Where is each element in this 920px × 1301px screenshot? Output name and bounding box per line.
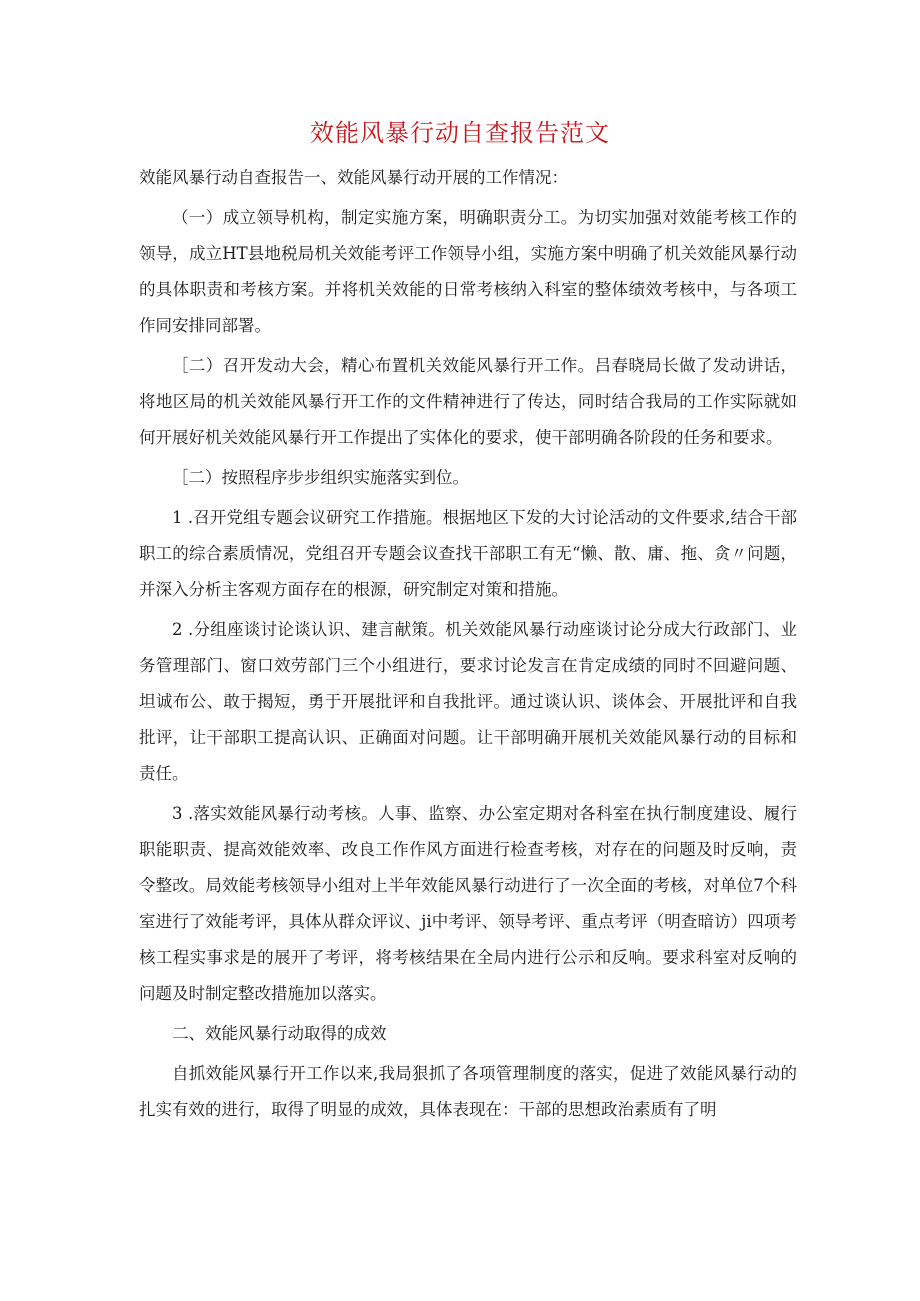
paragraph-item-2: 2 .分组座谈讨论谈认识、建言献策。机关效能风暴行动座谈讨论分成大行政部门、业务管理部门、窗口效劳部门三个小组进行，要求讨论发言在肯定成绩的同时不回避问题、坦诚布公、敢于揭短，勇于开展批评和自我批评。通过谈认识、谈体会、开展批评和自我批评，让干部职工提高认识、正确面对问题。让干部明确开展机关效能风暴行动的目标和责任。	[139, 620, 797, 783]
document-body	[139, 160, 797, 1132]
section-heading-results: 二、效能风暴行动取得的成效	[172, 1024, 387, 1043]
paragraph-item-1: 1 .召开党组专题会议研究工作措施。根据地区下发的大讨论活动的文件要求,结合干部职工的综合素质情况，党组召开专题会议查找干部职工有无“懒、散、庸、拖、贪〃问题，并深入分析主客观方面存在的根源，研究制定对策和措施。	[139, 508, 797, 599]
paragraph-section-2: ［二）召开发动大会，精心布置机关效能风暴行开工作。吕春晓局长做了发动讲话，将地区局的机关效能风暴行开工作的文件精神进行了传达，同时结合我局的工作实际就如何开展好机关效能风暴行开工作提出了实体化的要求，使干部明确各阶段的任务和要求。	[139, 356, 797, 447]
paragraph-intro: 效能风暴行动自查报告一、效能风暴行动开展的工作情况：	[139, 168, 568, 187]
paragraph-item-3: 3 .落实效能风暴行动考核。人事、监察、办公室定期对各科室在执行制度建设、履行职能职责、提高效能效率、改良工作作风方面进行检查考核，对存在的问题及时反响，责令整改。局效能考核领导小组对上半年效能风暴行动进行了一次全面的考核，对单位7个科室进行了效能考评，具体从群众评议、ji中考评、领导考评、重点考评（明查暗访）四项考核工程实事求是的展开了考评，将考核结果在全局内进行公示和反响。要求科室对反响的问题及时制定整改措施加以落实。	[139, 804, 797, 1003]
paragraph-section-1: （一）成立领导机构，制定实施方案，明确职责分工。为切实加强对效能考核工作的领导，成立HT县地税局机关效能考评工作领导小组，实施方案中明确了机关效能风暴行动的具体职责和考核方案。并将机关效能的日常考核纳入科室的整体绩效考核中，与各项工作同安排同部署。	[139, 208, 797, 335]
paragraph-section-3: ［二）按照程序步步组织实施落实到位。	[172, 468, 469, 487]
paragraph-results: 自抓效能风暴行开工作以来,我局狠抓了各项管理制度的落实，促进了效能风暴行动的扎实有效的进行，取得了明显的成效，具体表现在：干部的思想政治素质有了明	[139, 1064, 797, 1119]
document-title: 效能风暴行动自查报告范文	[310, 119, 610, 147]
